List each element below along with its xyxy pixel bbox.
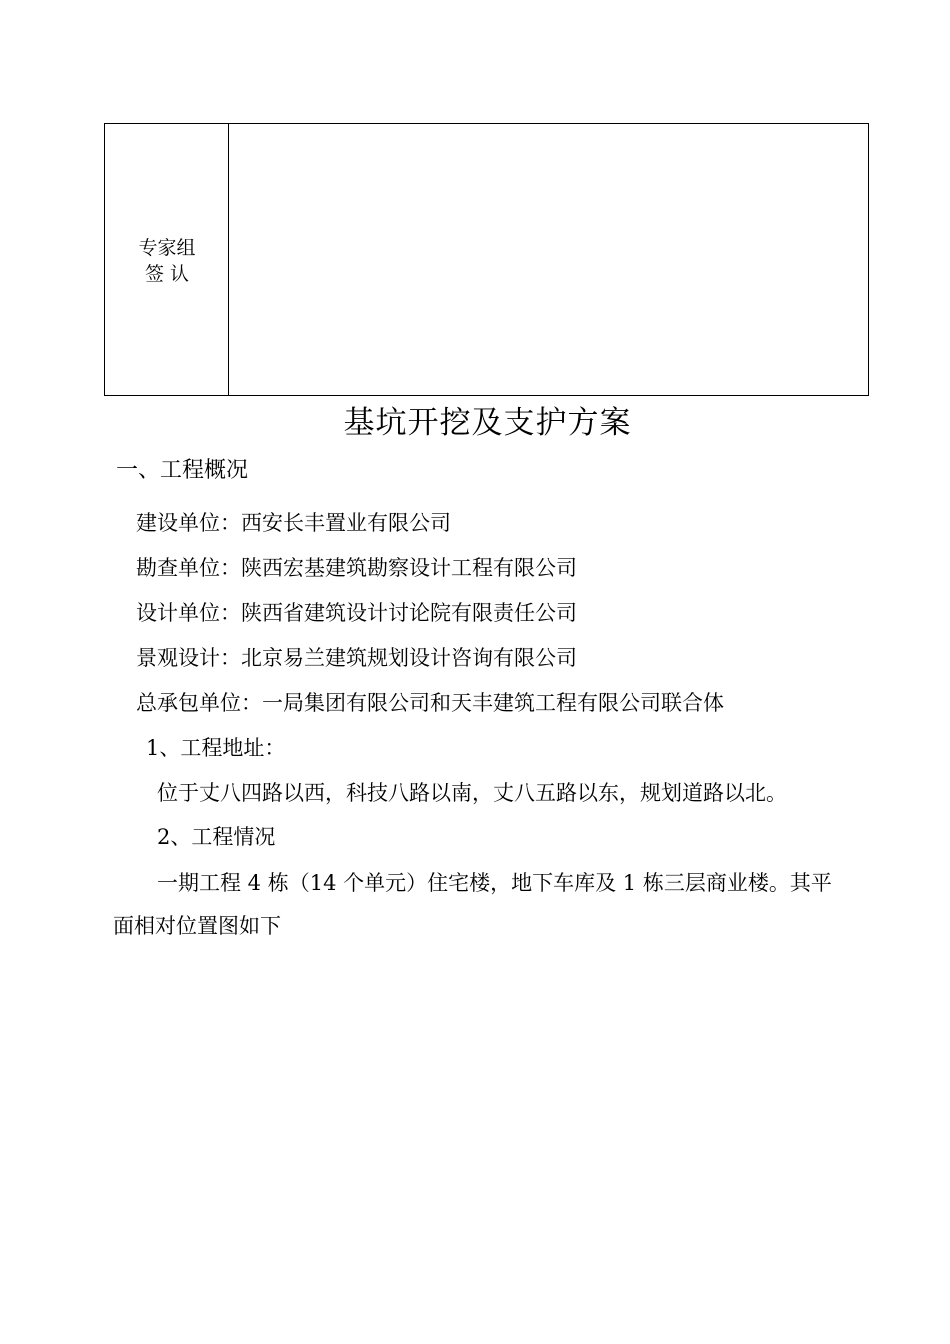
landscape-design-line: 景观设计：北京易兰建筑规划设计咨询有限公司 [136, 646, 577, 670]
signature-label-line1: 专家组 [138, 237, 196, 259]
project-situation-paragraph-line1: 一期工程 4 栋（14 个单元）住宅楼，地下车库及 1 栋三层商业楼。其平 [157, 871, 832, 895]
expert-signature-table [104, 123, 869, 396]
survey-unit-line: 勘查单位：陕西宏基建筑勘察设计工程有限公司 [136, 556, 577, 580]
section-heading-project-overview: 一、工程概况 [116, 458, 249, 483]
signature-content-cell [229, 124, 868, 395]
project-situation-paragraph-line2: 面相对位置图如下 [113, 914, 281, 938]
signature-label-cell [105, 124, 229, 395]
signature-label-line2: 签认 [144, 263, 195, 285]
document-title: 基坑开挖及支护方案 [343, 405, 632, 441]
project-address-text: 位于丈八四路以西，科技八路以南，丈八五路以东，规划道路以北。 [157, 781, 787, 805]
subheading-project-situation: 2、工程情况 [157, 825, 276, 849]
design-unit-line: 设计单位：陕西省建筑设计讨论院有限责任公司 [136, 601, 577, 625]
general-contractor-line: 总承包单位：一局集团有限公司和天丰建筑工程有限公司联合体 [136, 691, 724, 715]
construction-unit-line: 建设单位：西安长丰置业有限公司 [136, 511, 451, 535]
subheading-project-address: 1、工程地址： [146, 736, 286, 760]
